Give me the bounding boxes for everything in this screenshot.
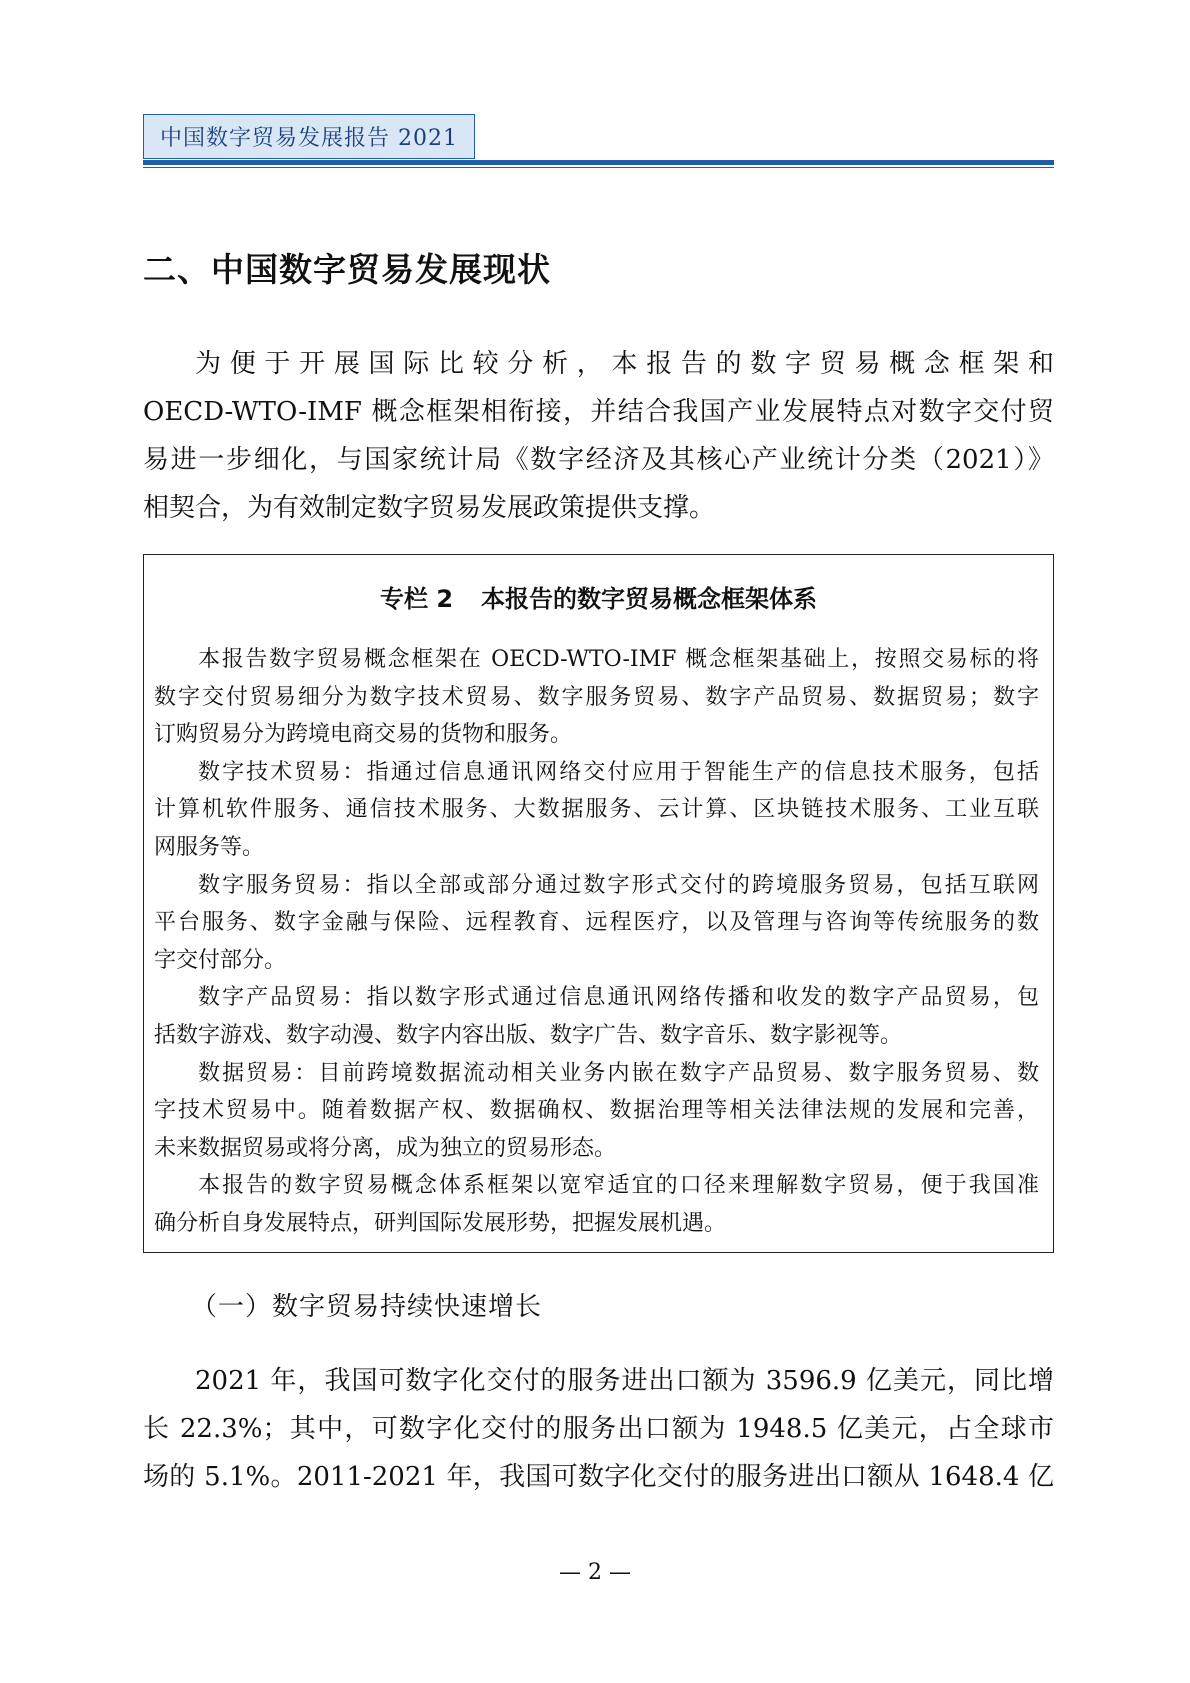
body-line: 长 22.3%；其中，可数字化交付的服务出口额为 1948.5 亿美元，占全球市 xyxy=(143,1414,1054,1444)
intro-line: 为便于开展国际比较分析，本报告的数字贸易概念框架和 xyxy=(195,349,1054,379)
intro-line: 易进一步细化，与国家统计局《数字经济及其核心产业统计分类（2021）》 xyxy=(143,445,1054,475)
header-rule-thin xyxy=(143,167,1054,168)
subsection-heading: （一）数字贸易持续快速增长 xyxy=(191,1292,543,1322)
running-header xyxy=(143,114,475,159)
running-header-title: 中国数字贸易发展报告 2021 xyxy=(160,126,458,151)
box-line: 未来数据贸易或将分离，成为独立的贸易形态。 xyxy=(154,1135,617,1161)
box-line: 字技术贸易中。随着数据产权、数据确权、数据治理等相关法律法规的发展和完善， xyxy=(154,1098,1039,1124)
header-rule-thick xyxy=(143,160,1054,165)
intro-line: OECD-WTO-IMF 概念框架相衔接，并结合我国产业发展特点对数字交付贸 xyxy=(143,397,1054,427)
column-box xyxy=(143,554,1054,1253)
box-line: 订购贸易分为跨境电商交易的货物和服务。 xyxy=(154,722,573,748)
box-line: 字交付部分。 xyxy=(154,947,287,973)
box-line: 数字交付贸易细分为数字技术贸易、数字服务贸易、数字产品贸易、数据贸易；数字 xyxy=(154,684,1039,710)
box-line: 数据贸易：目前跨境数据流动相关业务内嵌在数字产品贸易、数字服务贸易、数 xyxy=(198,1060,1039,1086)
box-line: 确分析自身发展特点，研判国际发展形势，把握发展机遇。 xyxy=(154,1210,727,1236)
body-paragraph xyxy=(143,1357,1054,1501)
column-box-label: 专栏 2 xyxy=(379,585,454,613)
box-line: 计算机软件服务、通信技术服务、大数据服务、云计算、区块链技术服务、工业互联 xyxy=(154,797,1039,823)
box-line: 本报告的数字贸易概念体系框架以宽窄适宜的口径来理解数字贸易，便于我国准 xyxy=(198,1173,1039,1199)
section-title: 二、中国数字贸易发展现状 xyxy=(143,250,551,289)
column-box-body xyxy=(154,641,1039,1243)
box-line: 数字技术贸易：指通过信息通讯网络交付应用于智能生产的信息技术服务，包括 xyxy=(198,759,1039,785)
body-line: 2021 年，我国可数字化交付的服务进出口额为 3596.9 亿美元，同比增 xyxy=(195,1366,1054,1396)
column-box-title xyxy=(144,579,1053,614)
box-line: 平台服务、数字金融与保险、远程教育、远程医疗，以及管理与咨询等传统服务的数 xyxy=(154,910,1039,936)
page-number: — 2 — xyxy=(559,1560,631,1585)
column-box-heading: 本报告的数字贸易概念框架体系 xyxy=(481,585,818,613)
box-line: 数字服务贸易：指以全部或部分通过数字形式交付的跨境服务贸易，包括互联网 xyxy=(198,872,1039,898)
intro-line: 相契合，为有效制定数字贸易发展政策提供支撑。 xyxy=(143,493,716,523)
box-line: 数字产品贸易：指以数字形式通过信息通讯网络传播和收发的数字产品贸易，包 xyxy=(198,985,1039,1011)
body-line: 场的 5.1%。2011-2021 年，我国可数字化交付的服务进出口额从 1648.4 亿 xyxy=(143,1462,1054,1492)
box-line: 括数字游戏、数字动漫、数字内容出版、数字广告、数字音乐、数字影视等。 xyxy=(154,1022,903,1048)
intro-paragraph xyxy=(143,340,1054,532)
box-line: 网服务等。 xyxy=(154,834,265,860)
box-line: 本报告数字贸易概念框架在 OECD-WTO-IMF 概念框架基础上，按照交易标的将 xyxy=(198,647,1039,672)
